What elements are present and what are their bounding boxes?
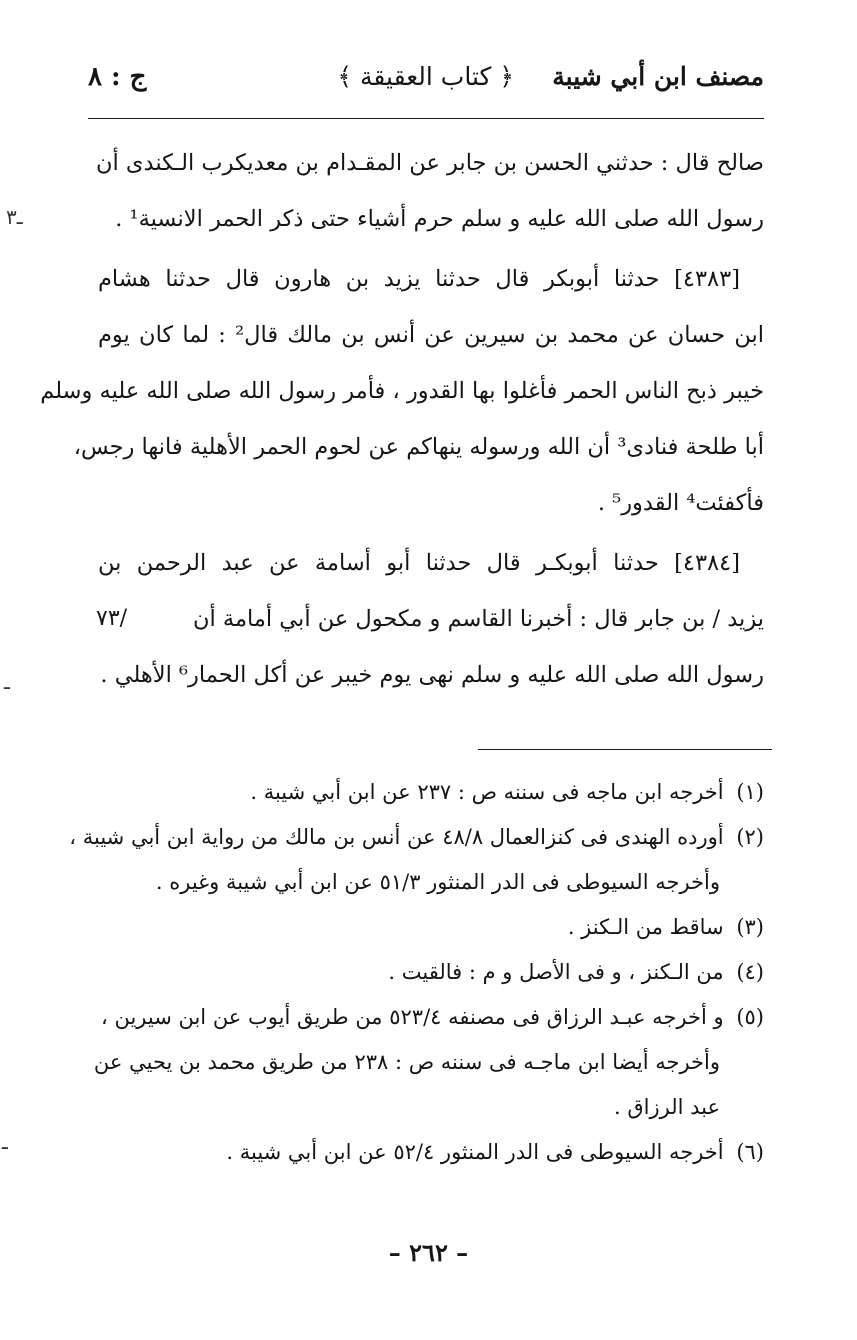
text-line: أبا طلحة فنادى³ أن الله ورسوله ينهاكم عن لحوم الحمر الأهلية فانها رجس، <box>73 434 764 460</box>
footnote <box>98 905 764 950</box>
text-line: يزيد / بن جابر قال : أخبرنا القاسم و مكحول عن أبي أمامة أن <box>192 606 764 632</box>
footnote-text: من الـكنز ، و فى الأصل و م : فالقيت . <box>388 960 724 984</box>
footnote-text: و أخرجه عبـد الرزاق فى مصنفه ٥٢٣/٤ من طريق أيوب عن ابن سيرين ، <box>101 1005 724 1029</box>
text-line: [٤٣٨٣] حدثنا أبوبكر قال حدثنا يزيد بن هارون قال حدثنا هشام <box>98 266 740 292</box>
text-line: خيبر ذبح الناس الحمر فأغلوا بها القدور ، فأمر رسول الله صلى الله عليه وسلم <box>40 378 764 404</box>
footnote-number: (١) <box>736 780 764 804</box>
chapter-title: ﴿ كتاب العقيقة ﴾ <box>337 62 514 91</box>
footnote <box>98 995 764 1040</box>
footnote-text: أورده الهندى فى كنزالعمال ٤٨/٨ عن أنس بن مالك من رواية ابن أبي شيبة ، <box>69 825 724 849</box>
margin-mark: ـ٣ <box>6 205 23 229</box>
margin-mark: ـ <box>2 1130 8 1154</box>
paragraph-4382-ending <box>95 135 764 247</box>
text-line: رسول الله صلى الله عليه و سلم حرم أشياء حتى ذكر الحمر الانسية¹ . <box>115 206 764 232</box>
text-line: صالح قال : حدثني الحسن بن جابر عن المقـدام بن معديكرب الـكندى أن <box>95 150 764 176</box>
book-title: مصنف ابن أبي شيبة <box>552 62 764 91</box>
footnote <box>98 950 764 995</box>
margin-mark: ـ <box>4 670 10 694</box>
footnote-number: (٣) <box>736 915 764 939</box>
running-head <box>88 62 764 102</box>
header-rule <box>88 118 764 119</box>
footnote-text: ساقط من الـكنز . <box>567 915 724 939</box>
footnote-rule <box>478 749 772 750</box>
footnote-number: (٢) <box>736 825 764 849</box>
footnote-text: أخرجه ابن ماجه فى سننه ص : ٢٣٧ عن ابن أبي شيبة . <box>250 780 724 804</box>
footnotes <box>69 770 764 1175</box>
main-text <box>40 135 764 703</box>
footnote-continuation: وأخرجه أيضا ابن ماجـه فى سننه ص : ٢٣٨ من طريق محمد بن يحيي عن <box>93 1050 720 1074</box>
text-line: رسول الله صلى الله عليه و سلم نهى يوم خيبر عن أكل الحمار⁶ الأهلي . <box>100 662 764 688</box>
footnote-number: (٦) <box>736 1140 764 1164</box>
volume-number: ج : ٨ <box>88 62 147 92</box>
footnote <box>69 815 764 860</box>
footnote-continuation: عبد الرزاق . <box>613 1095 720 1119</box>
page-number: – ٢٦٢ – <box>388 1238 469 1267</box>
text-line-with-folio <box>98 591 764 647</box>
footnote-text: أخرجه السيوطى فى الدر المنثور ٥٢/٤ عن ابن أبي شيبة . <box>226 1140 724 1164</box>
hadith-4384 <box>98 535 764 703</box>
footnote-continuation: وأخرجه السيوطى فى الدر المنثور ٥١/٣ عن ابن أبي شيبة وغيره . <box>155 870 720 894</box>
footnote-number: (٤) <box>736 960 764 984</box>
folio-marker: ٧٣/ <box>96 606 128 631</box>
footnote-number: (٥) <box>736 1005 764 1029</box>
text-line: ابن حسان عن محمد بن سيرين عن أنس بن مالك قال² : لما كان يوم <box>98 322 764 348</box>
footnote <box>98 1130 764 1175</box>
text-line: فأكفئت⁴ القدور⁵ . <box>597 490 764 516</box>
footnote <box>98 770 764 815</box>
text-line: [٤٣٨٤] حدثنا أبوبكـر قال حدثنا أبو أسامة عن عبد الرحمن بن <box>98 550 740 576</box>
hadith-4383 <box>40 251 764 531</box>
